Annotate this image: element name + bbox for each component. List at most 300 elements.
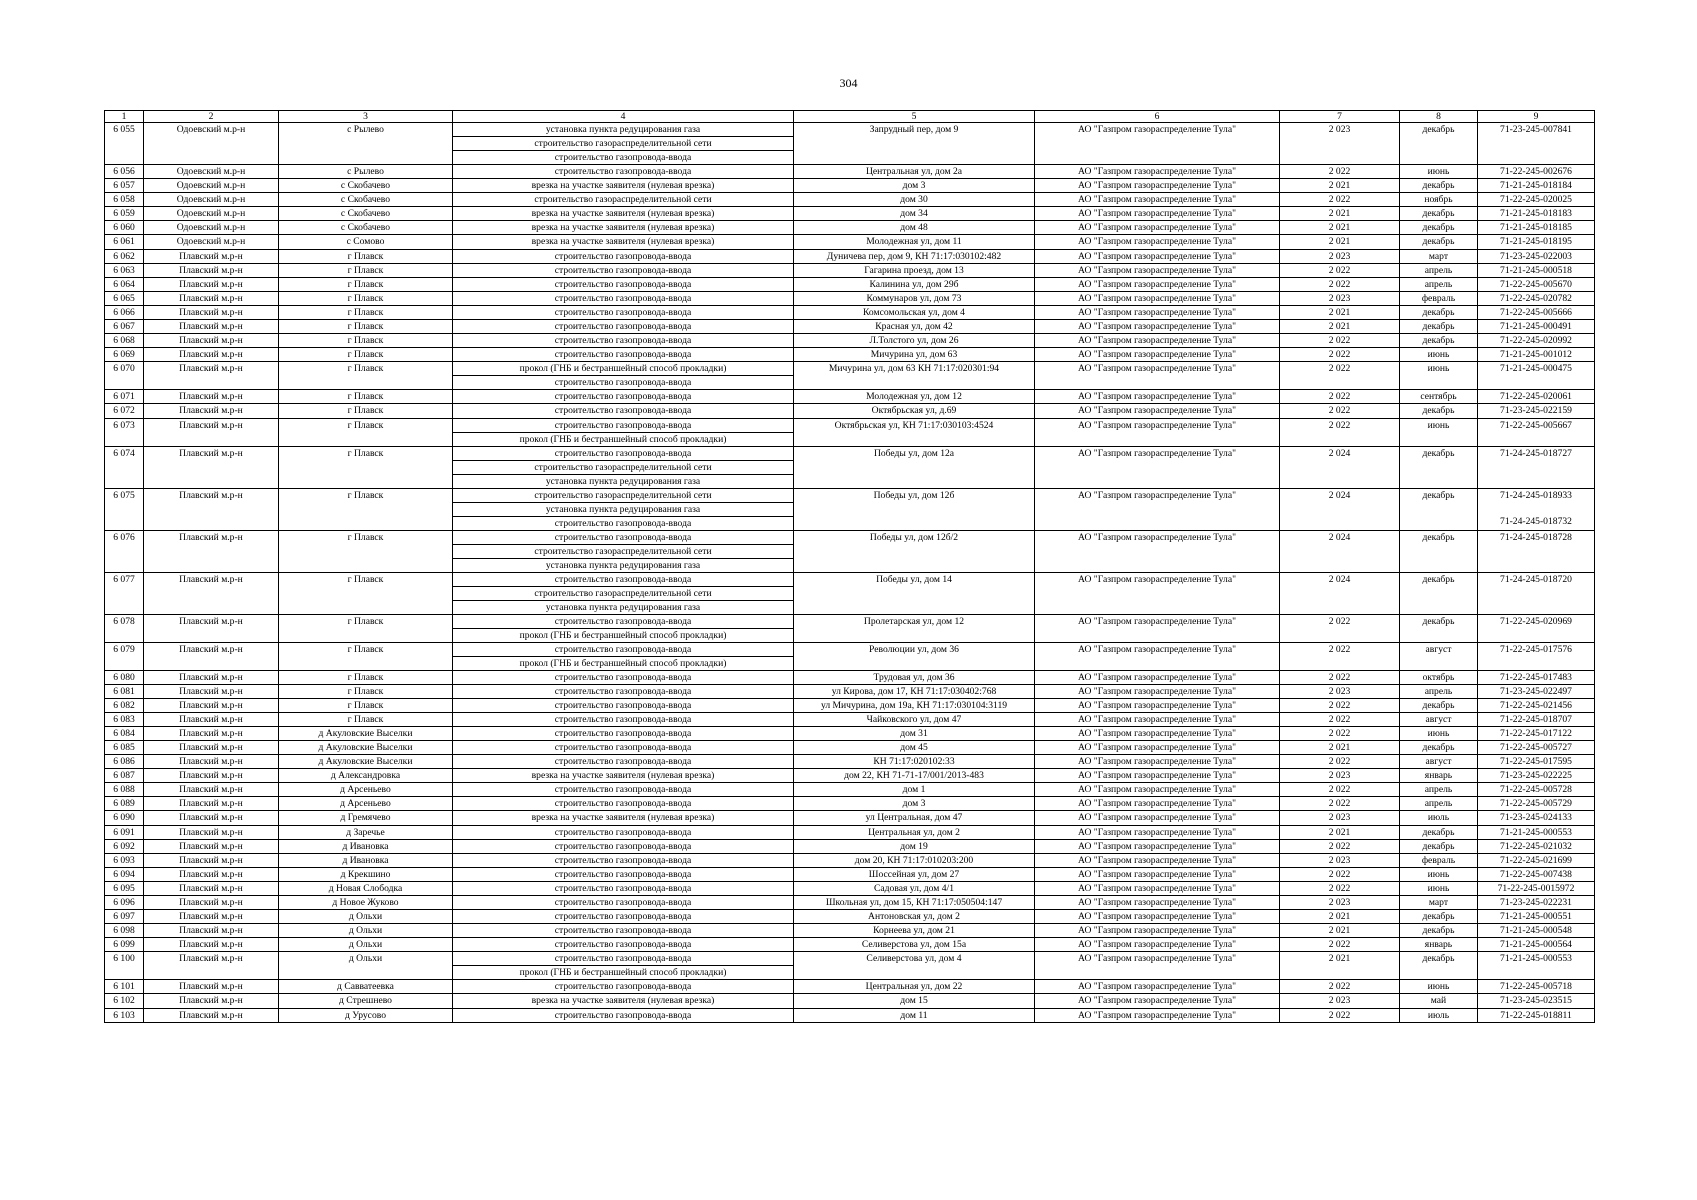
work-item: строительство газораспределительной сети bbox=[534, 194, 712, 206]
district-cell: Плавский м.р-н bbox=[144, 418, 279, 446]
application-number-cell bbox=[1478, 938, 1595, 952]
work-item: строительство газопровода-ввода bbox=[554, 939, 692, 951]
application-number-cell bbox=[1478, 726, 1595, 740]
month-cell: январь bbox=[1400, 938, 1478, 952]
organization-cell: АО "Газпром газораспределение Тула" bbox=[1035, 994, 1280, 1008]
district-cell: Плавский м.р-н bbox=[144, 712, 279, 726]
month-cell: февраль bbox=[1400, 291, 1478, 305]
year-cell: 2 021 bbox=[1280, 235, 1400, 249]
column-number-header bbox=[105, 111, 1595, 123]
organization-cell: АО "Газпром газораспределение Тула" bbox=[1035, 277, 1280, 291]
locality-cell: с Скобачево bbox=[279, 221, 453, 235]
address-cell: дом 1 bbox=[794, 783, 1035, 797]
district-cell: Плавский м.р-н bbox=[144, 362, 279, 390]
table-row bbox=[105, 1008, 1595, 1022]
work-item: врезка на участке заявителя (нулевая врезка) bbox=[531, 770, 715, 782]
organization-cell: АО "Газпром газораспределение Тула" bbox=[1035, 698, 1280, 712]
district-cell: Плавский м.р-н bbox=[144, 811, 279, 825]
locality-cell: д Ольхи bbox=[279, 910, 453, 924]
month-cell: декабрь bbox=[1400, 320, 1478, 334]
address-cell: Антоновская ул, дом 2 bbox=[794, 910, 1035, 924]
application-number-cell bbox=[1478, 924, 1595, 938]
year-cell: 2 023 bbox=[1280, 811, 1400, 825]
district-cell: Плавский м.р-н bbox=[144, 404, 279, 418]
work-item: установка пункта редуцирования газа bbox=[453, 558, 793, 572]
organization-cell: АО "Газпром газораспределение Тула" bbox=[1035, 952, 1280, 980]
district-cell: Плавский м.р-н bbox=[144, 797, 279, 811]
month-cell: август bbox=[1400, 755, 1478, 769]
work-item: строительство газопровода-ввода bbox=[554, 925, 692, 937]
work-item: строительство газопровода-ввода bbox=[554, 264, 692, 276]
table-row bbox=[105, 348, 1595, 362]
year-cell: 2 022 bbox=[1280, 165, 1400, 179]
district-cell: Плавский м.р-н bbox=[144, 263, 279, 277]
table-row bbox=[105, 740, 1595, 754]
work-item: строительство газопровода-ввода bbox=[554, 953, 692, 965]
year-cell: 2 022 bbox=[1280, 698, 1400, 712]
row-number-cell: 6 089 bbox=[105, 797, 144, 811]
works-cell bbox=[453, 726, 794, 740]
locality-cell: д Заречье bbox=[279, 825, 453, 839]
year-cell: 2 022 bbox=[1280, 418, 1400, 446]
month-cell: июль bbox=[1400, 1008, 1478, 1022]
locality-cell: г Плавск bbox=[279, 263, 453, 277]
locality-cell: д Арсеньево bbox=[279, 783, 453, 797]
organization-cell: АО "Газпром газораспределение Тула" bbox=[1035, 348, 1280, 362]
works-cell bbox=[453, 614, 794, 642]
application-number-cell bbox=[1478, 193, 1595, 207]
work-item: строительство газопровода-ввода bbox=[554, 699, 692, 711]
table-row bbox=[105, 924, 1595, 938]
district-cell: Плавский м.р-н bbox=[144, 755, 279, 769]
district-cell: Плавский м.р-н bbox=[144, 910, 279, 924]
application-number-cell bbox=[1478, 896, 1595, 910]
work-item: установка пункта редуцирования газа bbox=[453, 600, 793, 614]
works-cell bbox=[453, 755, 794, 769]
locality-cell: д Арсеньево bbox=[279, 797, 453, 811]
month-cell: декабрь bbox=[1400, 235, 1478, 249]
application-number-cell bbox=[1478, 769, 1595, 783]
application-number: 71-23-245-022159 bbox=[1500, 405, 1572, 417]
row-number-cell: 6 076 bbox=[105, 530, 144, 572]
row-number-cell: 6 078 bbox=[105, 614, 144, 642]
table-row bbox=[105, 896, 1595, 910]
address-cell: ул Мичурина, дом 19а, КН 71:17:030104:3119 bbox=[794, 698, 1035, 712]
works-cell bbox=[453, 249, 794, 263]
row-number-cell: 6 065 bbox=[105, 291, 144, 305]
work-item: прокол (ГНБ и бестраншейный способ прокладки) bbox=[453, 656, 793, 670]
district-cell: Плавский м.р-н bbox=[144, 291, 279, 305]
organization-cell: АО "Газпром газораспределение Тула" bbox=[1035, 404, 1280, 418]
locality-cell: с Скобачево bbox=[279, 193, 453, 207]
address-cell: Садовая ул, дом 4/1 bbox=[794, 881, 1035, 895]
address-cell: Красная ул, дом 42 bbox=[794, 320, 1035, 334]
row-number-cell: 6 095 bbox=[105, 881, 144, 895]
row-number-cell: 6 064 bbox=[105, 277, 144, 291]
district-cell: Одоевский м.р-н bbox=[144, 235, 279, 249]
district-cell: Плавский м.р-н bbox=[144, 839, 279, 853]
work-item: прокол (ГНБ и бестраншейный способ прокладки) bbox=[453, 628, 793, 642]
application-number-cell bbox=[1478, 207, 1595, 221]
row-number-cell: 6 096 bbox=[105, 896, 144, 910]
table-row bbox=[105, 488, 1595, 530]
locality-cell: г Плавск bbox=[279, 320, 453, 334]
row-number-cell: 6 083 bbox=[105, 712, 144, 726]
table-row bbox=[105, 263, 1595, 277]
organization-cell: АО "Газпром газораспределение Тула" bbox=[1035, 825, 1280, 839]
application-number-cell bbox=[1478, 670, 1595, 684]
application-number-cell bbox=[1478, 446, 1595, 488]
locality-cell: д Крекшино bbox=[279, 867, 453, 881]
works-cell bbox=[453, 165, 794, 179]
district-cell: Одоевский м.р-н bbox=[144, 207, 279, 221]
month-cell: апрель bbox=[1400, 263, 1478, 277]
year-cell: 2 022 bbox=[1280, 614, 1400, 642]
works-cell bbox=[453, 740, 794, 754]
month-cell: июнь bbox=[1400, 726, 1478, 740]
month-cell: декабрь bbox=[1400, 404, 1478, 418]
locality-cell: д Гремячево bbox=[279, 811, 453, 825]
district-cell: Плавский м.р-н bbox=[144, 530, 279, 572]
year-cell: 2 022 bbox=[1280, 881, 1400, 895]
year-cell: 2 022 bbox=[1280, 390, 1400, 404]
table-row bbox=[105, 291, 1595, 305]
application-number-cell bbox=[1478, 698, 1595, 712]
month-cell: апрель bbox=[1400, 797, 1478, 811]
work-item: строительство газопровода-ввода bbox=[554, 840, 692, 852]
table-row bbox=[105, 207, 1595, 221]
month-cell: декабрь bbox=[1400, 530, 1478, 572]
address-cell: Коммунаров ул, дом 73 bbox=[794, 291, 1035, 305]
locality-cell: г Плавск bbox=[279, 642, 453, 670]
work-item: врезка на участке заявителя (нулевая врезка) bbox=[531, 995, 715, 1007]
work-item: строительство газопровода-ввода bbox=[554, 643, 692, 655]
district-cell: Плавский м.р-н bbox=[144, 390, 279, 404]
organization-cell: АО "Газпром газораспределение Тула" bbox=[1035, 712, 1280, 726]
year-cell: 2 023 bbox=[1280, 123, 1400, 165]
month-cell: декабрь bbox=[1400, 221, 1478, 235]
locality-cell: г Плавск bbox=[279, 305, 453, 319]
works-cell bbox=[453, 207, 794, 221]
month-cell: август bbox=[1400, 712, 1478, 726]
application-number: 71-22-245-005667 bbox=[1500, 419, 1572, 431]
application-number-cell bbox=[1478, 867, 1595, 881]
row-number-cell: 6 070 bbox=[105, 362, 144, 390]
row-number-cell: 6 081 bbox=[105, 684, 144, 698]
column-header: 4 bbox=[453, 111, 794, 123]
address-cell: Корнеева ул, дом 21 bbox=[794, 924, 1035, 938]
locality-cell: г Плавск bbox=[279, 530, 453, 572]
application-number-cell bbox=[1478, 853, 1595, 867]
month-cell: декабрь bbox=[1400, 207, 1478, 221]
application-number: 71-22-245-021032 bbox=[1500, 840, 1572, 852]
registry-table-body bbox=[105, 111, 1595, 1023]
locality-cell: с Скобачево bbox=[279, 179, 453, 193]
year-cell: 2 023 bbox=[1280, 769, 1400, 783]
row-number-cell: 6 086 bbox=[105, 755, 144, 769]
month-cell: декабрь bbox=[1400, 446, 1478, 488]
locality-cell: с Рылево bbox=[279, 165, 453, 179]
month-cell: сентябрь bbox=[1400, 390, 1478, 404]
row-number-cell: 6 077 bbox=[105, 572, 144, 614]
month-cell: апрель bbox=[1400, 783, 1478, 797]
table-row bbox=[105, 320, 1595, 334]
table-row bbox=[105, 938, 1595, 952]
year-cell: 2 022 bbox=[1280, 404, 1400, 418]
application-number: 71-22-245-017576 bbox=[1500, 643, 1572, 655]
application-number-cell bbox=[1478, 249, 1595, 263]
month-cell: июнь bbox=[1400, 362, 1478, 390]
district-cell: Плавский м.р-н bbox=[144, 896, 279, 910]
address-cell: Запрудный пер, дом 9 bbox=[794, 123, 1035, 165]
month-cell: июль bbox=[1400, 811, 1478, 825]
address-cell: дом 31 bbox=[794, 726, 1035, 740]
row-number-cell: 6 097 bbox=[105, 910, 144, 924]
work-item: строительство газопровода-ввода bbox=[554, 615, 692, 627]
work-item: строительство газопровода-ввода bbox=[554, 854, 692, 866]
row-number-cell: 6 058 bbox=[105, 193, 144, 207]
address-cell: Революции ул, дом 36 bbox=[794, 642, 1035, 670]
works-cell bbox=[453, 123, 794, 165]
application-number: 71-22-245-017122 bbox=[1500, 727, 1572, 739]
column-header: 1 bbox=[105, 111, 144, 123]
application-number: 71-24-245-018728 bbox=[1500, 531, 1572, 543]
table-row bbox=[105, 418, 1595, 446]
year-cell: 2 023 bbox=[1280, 853, 1400, 867]
table-row bbox=[105, 910, 1595, 924]
year-cell: 2 024 bbox=[1280, 446, 1400, 488]
district-cell: Плавский м.р-н bbox=[144, 825, 279, 839]
application-number: 71-21-245-000518 bbox=[1500, 264, 1572, 276]
application-number-cell bbox=[1478, 910, 1595, 924]
work-item: строительство газопровода-ввода bbox=[554, 573, 692, 585]
district-cell: Плавский м.р-н bbox=[144, 684, 279, 698]
table-row bbox=[105, 980, 1595, 994]
works-cell bbox=[453, 572, 794, 614]
work-item: строительство газопровода-ввода bbox=[554, 897, 692, 908]
work-item: строительство газопровода-ввода bbox=[554, 419, 692, 431]
application-number bbox=[1480, 502, 1592, 515]
application-number-cell bbox=[1478, 305, 1595, 319]
application-number-cell bbox=[1478, 235, 1595, 249]
month-cell: июнь bbox=[1400, 867, 1478, 881]
application-number: 71-22-245-005728 bbox=[1500, 784, 1572, 796]
month-cell: апрель bbox=[1400, 277, 1478, 291]
district-cell: Плавский м.р-н bbox=[144, 446, 279, 488]
district-cell: Плавский м.р-н bbox=[144, 867, 279, 881]
work-item: строительство газопровода-ввода bbox=[554, 741, 692, 753]
organization-cell: АО "Газпром газораспределение Тула" bbox=[1035, 572, 1280, 614]
table-row bbox=[105, 769, 1595, 783]
district-cell: Плавский м.р-н bbox=[144, 769, 279, 783]
row-number-cell: 6 082 bbox=[105, 698, 144, 712]
address-cell: Победы ул, дом 12б bbox=[794, 488, 1035, 530]
works-cell bbox=[453, 867, 794, 881]
district-cell: Плавский м.р-н bbox=[144, 614, 279, 642]
table-row bbox=[105, 165, 1595, 179]
organization-cell: АО "Газпром газораспределение Тула" bbox=[1035, 783, 1280, 797]
table-row bbox=[105, 811, 1595, 825]
works-cell bbox=[453, 896, 794, 910]
address-cell: дом 30 bbox=[794, 193, 1035, 207]
work-item: установка пункта редуцирования газа bbox=[453, 474, 793, 488]
year-cell: 2 021 bbox=[1280, 320, 1400, 334]
month-cell: декабрь bbox=[1400, 305, 1478, 319]
locality-cell: г Плавск bbox=[279, 684, 453, 698]
work-item: строительство газопровода-ввода bbox=[554, 671, 692, 683]
district-cell: Плавский м.р-н bbox=[144, 881, 279, 895]
year-cell: 2 022 bbox=[1280, 670, 1400, 684]
work-item: врезка на участке заявителя (нулевая врезка) bbox=[531, 812, 715, 824]
year-cell: 2 024 bbox=[1280, 572, 1400, 614]
works-cell bbox=[453, 684, 794, 698]
row-number-cell: 6 102 bbox=[105, 994, 144, 1008]
district-cell: Плавский м.р-н bbox=[144, 277, 279, 291]
month-cell: декабрь bbox=[1400, 334, 1478, 348]
application-number: 71-23-245-022003 bbox=[1500, 250, 1572, 262]
month-cell: декабрь bbox=[1400, 179, 1478, 193]
month-cell: март bbox=[1400, 896, 1478, 910]
district-cell: Плавский м.р-н bbox=[144, 853, 279, 867]
district-cell: Плавский м.р-н bbox=[144, 952, 279, 980]
month-cell: декабрь bbox=[1400, 488, 1478, 530]
application-number-cell bbox=[1478, 783, 1595, 797]
works-cell bbox=[453, 712, 794, 726]
work-item: строительство газораспределительной сети bbox=[534, 489, 712, 501]
row-number-cell: 6 056 bbox=[105, 165, 144, 179]
application-number: 71-21-245-000551 bbox=[1500, 911, 1572, 923]
locality-cell: д Стрешнево bbox=[279, 994, 453, 1008]
application-number: 71-22-245-021699 bbox=[1500, 854, 1572, 866]
address-cell: ул Кирова, дом 17, КН 71:17:030402:768 bbox=[794, 684, 1035, 698]
row-number-cell: 6 092 bbox=[105, 839, 144, 853]
application-number-cell bbox=[1478, 825, 1595, 839]
district-cell: Плавский м.р-н bbox=[144, 938, 279, 952]
application-number: 71-22-245-005666 bbox=[1500, 306, 1572, 318]
year-cell: 2 022 bbox=[1280, 263, 1400, 277]
year-cell: 2 022 bbox=[1280, 726, 1400, 740]
table-row bbox=[105, 249, 1595, 263]
district-cell: Одоевский м.р-н bbox=[144, 179, 279, 193]
address-cell: Пролетарская ул, дом 12 bbox=[794, 614, 1035, 642]
locality-cell: г Плавск bbox=[279, 488, 453, 530]
locality-cell: д Акуловские Выселки bbox=[279, 740, 453, 754]
year-cell: 2 022 bbox=[1280, 755, 1400, 769]
locality-cell: д Новое Жуково bbox=[279, 896, 453, 910]
year-cell: 2 023 bbox=[1280, 684, 1400, 698]
month-cell: декабрь bbox=[1400, 740, 1478, 754]
application-number-cell bbox=[1478, 291, 1595, 305]
works-cell bbox=[453, 797, 794, 811]
application-number: 71-21-245-000553 bbox=[1500, 826, 1572, 838]
application-number: 71-22-245-005727 bbox=[1500, 741, 1572, 753]
table-row bbox=[105, 193, 1595, 207]
application-number-cell bbox=[1478, 797, 1595, 811]
locality-cell: г Плавск bbox=[279, 291, 453, 305]
works-cell bbox=[453, 839, 794, 853]
locality-cell: д Акуловские Выселки bbox=[279, 755, 453, 769]
district-cell: Плавский м.р-н bbox=[144, 980, 279, 994]
address-cell: Комсомольская ул, дом 4 bbox=[794, 305, 1035, 319]
year-cell: 2 021 bbox=[1280, 179, 1400, 193]
organization-cell: АО "Газпром газораспределение Тула" bbox=[1035, 221, 1280, 235]
locality-cell: г Плавск bbox=[279, 670, 453, 684]
address-cell: Трудовая ул, дом 36 bbox=[794, 670, 1035, 684]
application-number: 71-22-245-020061 bbox=[1500, 391, 1572, 403]
district-cell: Плавский м.р-н bbox=[144, 698, 279, 712]
application-number: 71-21-245-000553 bbox=[1500, 953, 1572, 965]
table-row bbox=[105, 123, 1595, 165]
works-cell bbox=[453, 404, 794, 418]
address-cell: Гагарина проезд, дом 13 bbox=[794, 263, 1035, 277]
table-row bbox=[105, 404, 1595, 418]
month-cell: январь bbox=[1400, 769, 1478, 783]
organization-cell: АО "Газпром газораспределение Тула" bbox=[1035, 305, 1280, 319]
row-number-cell: 6 059 bbox=[105, 207, 144, 221]
district-cell: Плавский м.р-н bbox=[144, 320, 279, 334]
address-cell: Мичурина ул, дом 63 bbox=[794, 348, 1035, 362]
works-cell bbox=[453, 783, 794, 797]
application-number-cell bbox=[1478, 263, 1595, 277]
column-header: 5 bbox=[794, 111, 1035, 123]
year-cell: 2 022 bbox=[1280, 797, 1400, 811]
table-row bbox=[105, 179, 1595, 193]
address-cell: дом 34 bbox=[794, 207, 1035, 221]
application-number: 71-24-245-018732 bbox=[1500, 515, 1572, 527]
district-cell: Плавский м.р-н bbox=[144, 488, 279, 530]
application-number-cell bbox=[1478, 362, 1595, 390]
district-cell: Плавский м.р-н bbox=[144, 642, 279, 670]
column-header: 3 bbox=[279, 111, 453, 123]
application-number: 71-23-245-007841 bbox=[1500, 124, 1572, 135]
month-cell: июнь bbox=[1400, 980, 1478, 994]
month-cell: октябрь bbox=[1400, 670, 1478, 684]
address-cell: КН 71:17:020102:33 bbox=[794, 755, 1035, 769]
month-cell: декабрь bbox=[1400, 698, 1478, 712]
organization-cell: АО "Газпром газораспределение Тула" bbox=[1035, 924, 1280, 938]
table-row bbox=[105, 530, 1595, 572]
application-number-cell bbox=[1478, 839, 1595, 853]
column-header: 9 bbox=[1478, 111, 1595, 123]
work-item: строительство газопровода-ввода bbox=[554, 882, 692, 894]
works-cell bbox=[453, 670, 794, 684]
month-cell: февраль bbox=[1400, 853, 1478, 867]
locality-cell: г Плавск bbox=[279, 712, 453, 726]
district-cell: Плавский м.р-н bbox=[144, 572, 279, 614]
locality-cell: г Плавск bbox=[279, 698, 453, 712]
works-cell bbox=[453, 362, 794, 390]
year-cell: 2 022 bbox=[1280, 867, 1400, 881]
application-number: 71-22-245-021456 bbox=[1500, 699, 1572, 711]
work-item: строительство газопровода-ввода bbox=[554, 868, 692, 880]
address-cell: Победы ул, дом 12б/2 bbox=[794, 530, 1035, 572]
locality-cell: г Плавск bbox=[279, 348, 453, 362]
work-item: прокол (ГНБ и бестраншейный способ прокладки) bbox=[453, 432, 793, 446]
organization-cell: АО "Газпром газораспределение Тула" bbox=[1035, 910, 1280, 924]
month-cell: декабрь bbox=[1400, 614, 1478, 642]
work-item: строительство газопровода-ввода bbox=[554, 349, 692, 361]
work-item: строительство газопровода-ввода bbox=[554, 250, 692, 262]
organization-cell: АО "Газпром газораспределение Тула" bbox=[1035, 938, 1280, 952]
address-cell: Молодежная ул, дом 11 bbox=[794, 235, 1035, 249]
month-cell: декабрь bbox=[1400, 952, 1478, 980]
row-number-cell: 6 088 bbox=[105, 783, 144, 797]
address-cell: Молодежная ул, дом 12 bbox=[794, 390, 1035, 404]
application-number: 71-21-245-000564 bbox=[1500, 939, 1572, 951]
address-cell: Школьная ул, дом 15, КН 71:17:050504:147 bbox=[794, 896, 1035, 910]
row-number-cell: 6 101 bbox=[105, 980, 144, 994]
locality-cell: д Ольхи bbox=[279, 924, 453, 938]
